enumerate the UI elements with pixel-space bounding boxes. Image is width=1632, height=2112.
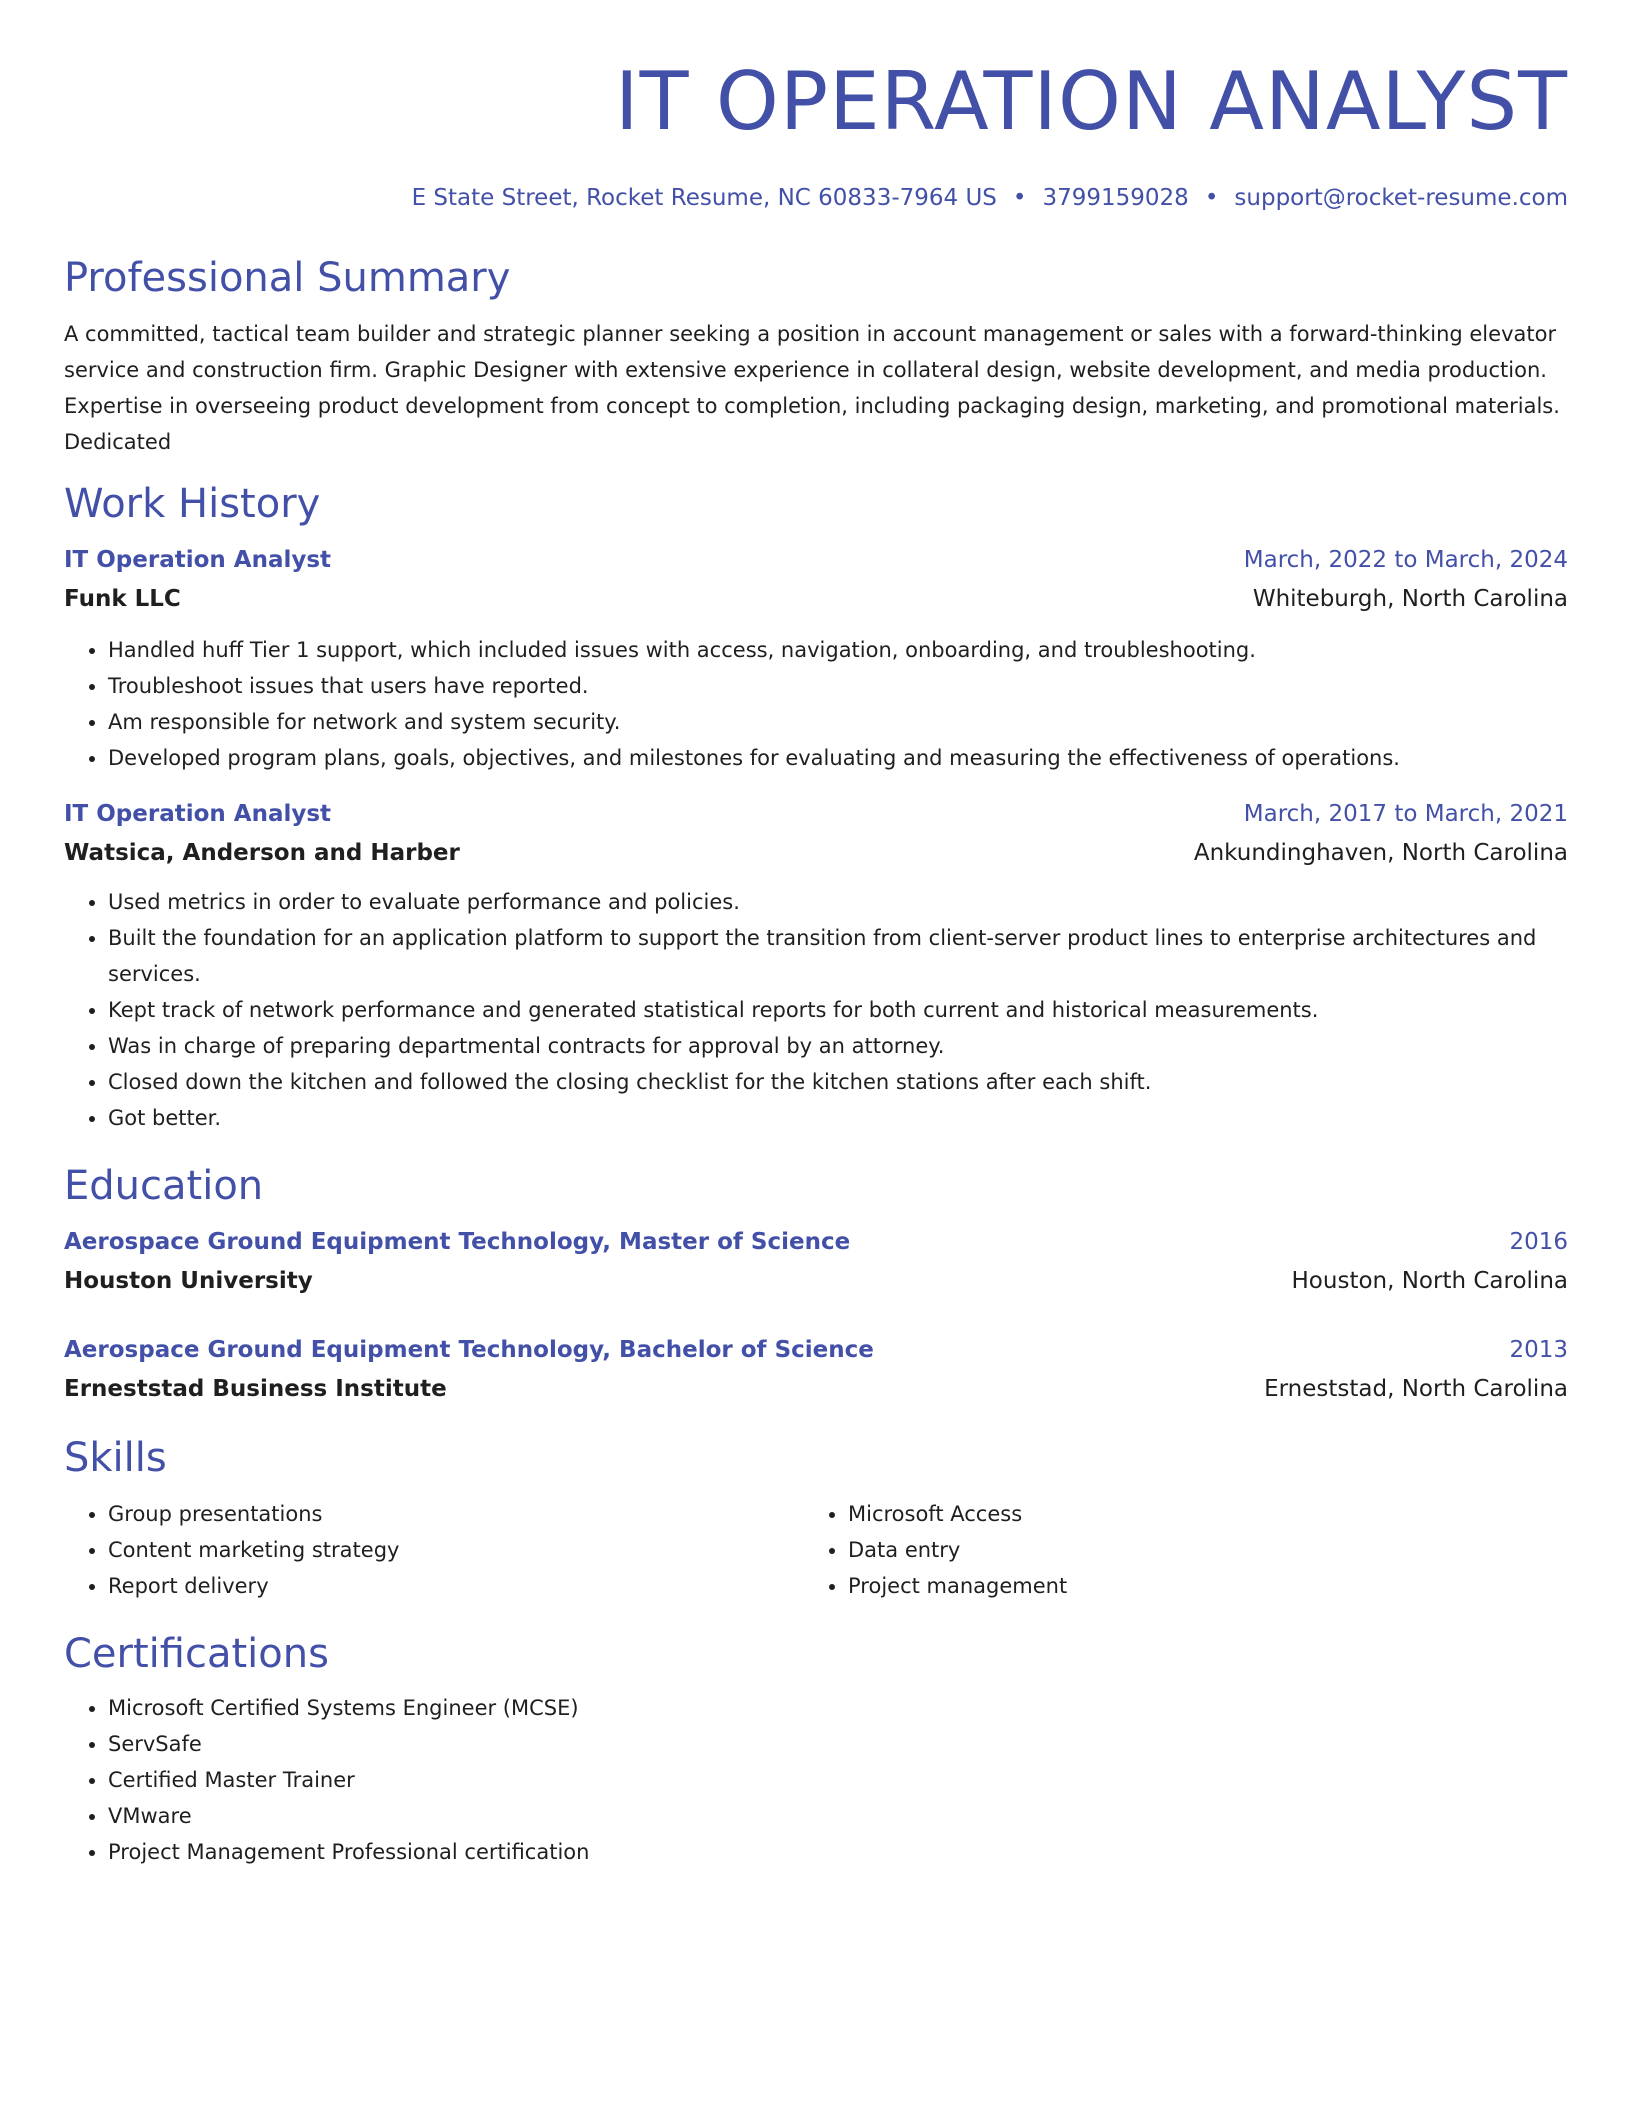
education-entry <box>64 1330 1568 1408</box>
job-title: IT Operation Analyst <box>64 801 332 827</box>
certifications-section <box>64 1630 1568 1870</box>
job-bullets <box>64 632 1568 776</box>
skills-column-right <box>804 1496 1544 1604</box>
skill-item: • Group presentations <box>108 1496 804 1532</box>
list-item: • Used metrics in order to evaluate performance and policies. <box>108 884 1568 920</box>
job-company: Watsica, Anderson and Harber <box>64 840 460 866</box>
job-title: IT Operation Analyst <box>64 547 332 573</box>
list-item: • Was in charge of preparing departmental contracts for approval by an attorney. <box>108 1028 1568 1064</box>
job-location: Whiteburgh, North Carolina <box>1252 586 1568 612</box>
resume-title: IT OPERATION ANALYST <box>615 55 1568 148</box>
list-item: • Built the foundation for an application platform to support the transition from client-server product lines to enterprise architectures and services. <box>108 920 1568 992</box>
skills-column-left <box>64 1496 804 1604</box>
skill-item: • Project management <box>848 1568 1544 1604</box>
list-item: • Got better. <box>108 1100 1568 1136</box>
contact-line <box>64 182 1568 214</box>
certification-item: • VMware <box>108 1798 1568 1834</box>
degree-year: 2013 <box>1509 1337 1568 1363</box>
education-section <box>64 1162 1568 1408</box>
skill-item: • Content marketing strategy <box>108 1532 804 1568</box>
list-item: • Handled huff Tier 1 support, which included issues with access, navigation, onboarding, and troubleshooting. <box>108 632 1568 668</box>
skill-item: • Microsoft Access <box>848 1496 1544 1532</box>
skill-item: • Report delivery <box>108 1568 804 1604</box>
school-location: Houston, North Carolina <box>1291 1268 1568 1294</box>
skills-grid <box>64 1496 1568 1604</box>
job-entry <box>64 540 1568 776</box>
certification-item: • ServSafe <box>108 1726 1568 1762</box>
degree-title: Aerospace Ground Equipment Technology, Bachelor of Science <box>64 1337 874 1363</box>
job-dates: March, 2022 to March, 2024 <box>1243 547 1568 573</box>
contact-address: E State Street, Rocket Resume, NC 60833-7964 US <box>411 185 997 211</box>
skill-item: • Data entry <box>848 1532 1544 1568</box>
list-item: • Kept track of network performance and generated statistical reports for both current and historical measurements. <box>108 992 1568 1028</box>
section-heading-summary: Professional Summary <box>64 255 511 301</box>
contact-separator: • <box>1204 185 1219 211</box>
certification-item: • Project Management Professional certification <box>108 1834 1568 1870</box>
section-heading-work-history: Work History <box>64 481 321 527</box>
certifications-list <box>64 1690 1568 1870</box>
list-item: • Am responsible for network and system security. <box>108 704 1568 740</box>
job-location: Ankundinghaven, North Carolina <box>1193 840 1568 866</box>
section-heading-skills: Skills <box>64 1435 167 1481</box>
degree-title: Aerospace Ground Equipment Technology, Master of Science <box>64 1229 851 1255</box>
school-location: Erneststad, North Carolina <box>1264 1376 1568 1402</box>
section-heading-certifications: Certifications <box>64 1631 329 1677</box>
list-item: • Developed program plans, goals, objectives, and milestones for evaluating and measuring the effectiveness of operations. <box>108 740 1568 776</box>
education-entry <box>64 1222 1568 1300</box>
job-entry <box>64 794 1568 1136</box>
school-name: Houston University <box>64 1268 313 1294</box>
list-item: • Troubleshoot issues that users have reported. <box>108 668 1568 704</box>
summary-text: A committed, tactical team builder and strategic planner seeking a position in account management or sales with a forward-thinking elevator service and construction firm. Graphic Designer with extensive experience in collateral design, website development, and media production. Expertise in overseeing product development from concept to completion, including packaging design, marketing, and promotional materials. Dedicated <box>64 322 1560 454</box>
contact-email[interactable]: support@rocket-resume.com <box>1234 185 1568 211</box>
work-history-section <box>64 480 1568 1136</box>
contact-phone: 3799159028 <box>1042 185 1189 211</box>
contact-separator: • <box>1012 185 1027 211</box>
job-dates: March, 2017 to March, 2021 <box>1243 801 1568 827</box>
degree-year: 2016 <box>1509 1229 1568 1255</box>
job-bullets <box>64 884 1568 1136</box>
job-company: Funk LLC <box>64 586 181 612</box>
summary-section <box>64 254 1568 460</box>
school-name: Erneststad Business Institute <box>64 1376 447 1402</box>
skills-section <box>64 1434 1568 1604</box>
certification-item: • Microsoft Certified Systems Engineer (MCSE) <box>108 1690 1568 1726</box>
list-item: • Closed down the kitchen and followed the closing checklist for the kitchen stations after each shift. <box>108 1064 1568 1100</box>
section-heading-education: Education <box>64 1163 264 1209</box>
certification-item: • Certified Master Trainer <box>108 1762 1568 1798</box>
